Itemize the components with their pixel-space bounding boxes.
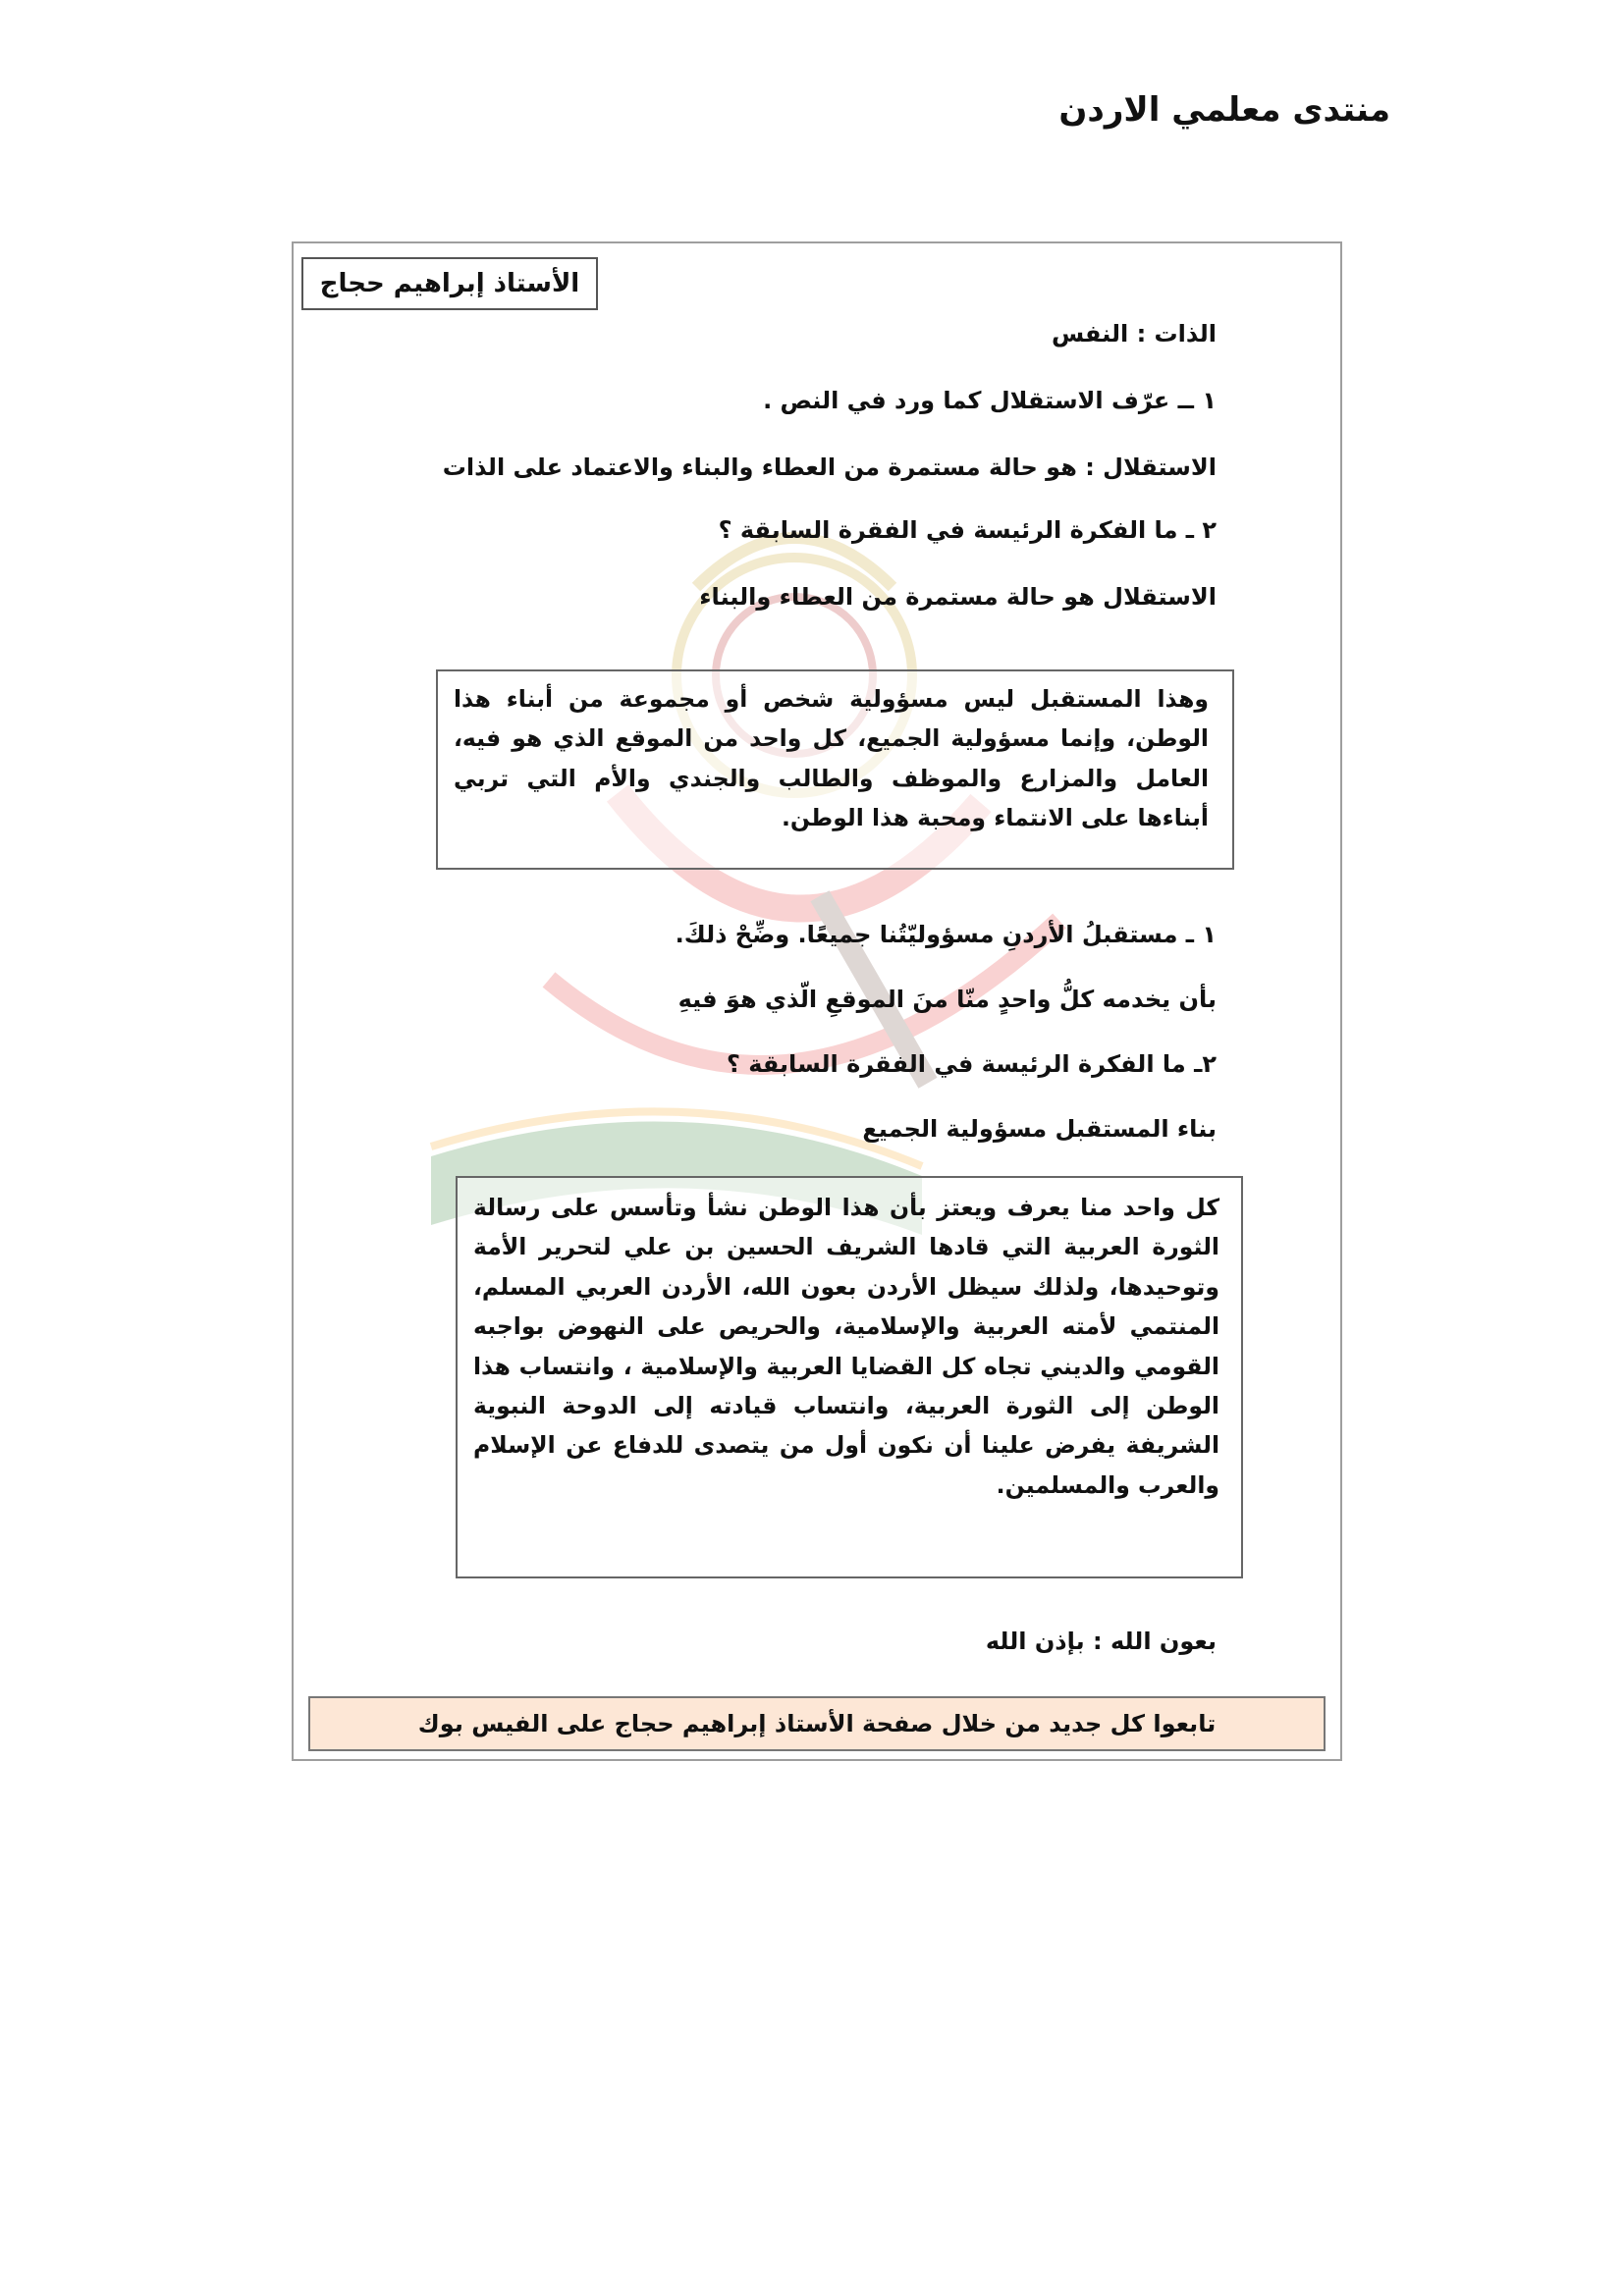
passage-box-1: وهذا المستقبل ليس مسؤولية شخص أو مجموعة من أبناء هذا الوطن، وإنما مسؤولية الجميع، كل واحد من الموقع الذي هو فيه، العامل والمزارع والموظف والطالب والجندي والأم التي تربي أبناءها على الانتماء ومحبة هذا الوطن. [436, 669, 1234, 870]
vocab-line: الذات : النفس [1052, 320, 1217, 347]
worksheet-frame [292, 241, 1342, 1761]
answer-3: بأن يخدمه كلُّ واحدٍ منّا منَ الموقعِ الّذي هوَ فيهِ [677, 986, 1217, 1013]
question-3: ١ ـ مستقبلُ الأردنِ مسؤوليّتُنا جميعًا. وضِّحْ ذلكَ. [675, 921, 1217, 948]
passage-box-2: كل واحد منا يعرف ويعتز بأن هذا الوطن نشأ وتأسس على رسالة الثورة العربية التي قادها الشريف الحسين بن علي لتحرير الأمة وتوحيدها، ولذلك سيظل الأردن بعون الله، الأردن العربي المسلم، المنتمي لأمته العربية والإسلامية، والحريص على النهوض بواجبه القومي والديني تجاه كل القضايا العربية والإسلامية ، وانتساب هذا الوطن إلى الثورة العربية، وانتساب قيادته إلى الدوحة النبوية الشريفة يفرض علينا أن نكون أول من يتصدى للدفاع عن الإسلام والعرب والمسلمين. [456, 1176, 1243, 1578]
author-name-box: الأستاذ إبراهيم حجاج [301, 257, 598, 310]
question-1: ١ ــ عرّف الاستقلال كما ورد في النص . [763, 387, 1217, 414]
question-4: ٢ـ ما الفكرة الرئيسة في الفقرة السابقة ؟ [726, 1050, 1217, 1078]
answer-4: بناء المستقبل مسؤولية الجميع [862, 1115, 1217, 1143]
facebook-follow-banner: تابعوا كل جديد من خلال صفحة الأستاذ إبراهيم حجاج على الفيس بوك [308, 1696, 1326, 1751]
question-2: ٢ ـ ما الفكرة الرئيسة في الفقرة السابقة ؟ [718, 516, 1217, 544]
answer-1: الاستقلال : هو حالة مستمرة من العطاء والبناء والاعتماد على الذات [442, 454, 1217, 481]
forum-title: منتدى معلمي الاردن [1058, 90, 1390, 130]
vocab-line-2: بعون الله : بإذن الله [985, 1628, 1217, 1655]
answer-2: الاستقلال هو حالة مستمرة من العطاء والبناء [699, 583, 1217, 611]
